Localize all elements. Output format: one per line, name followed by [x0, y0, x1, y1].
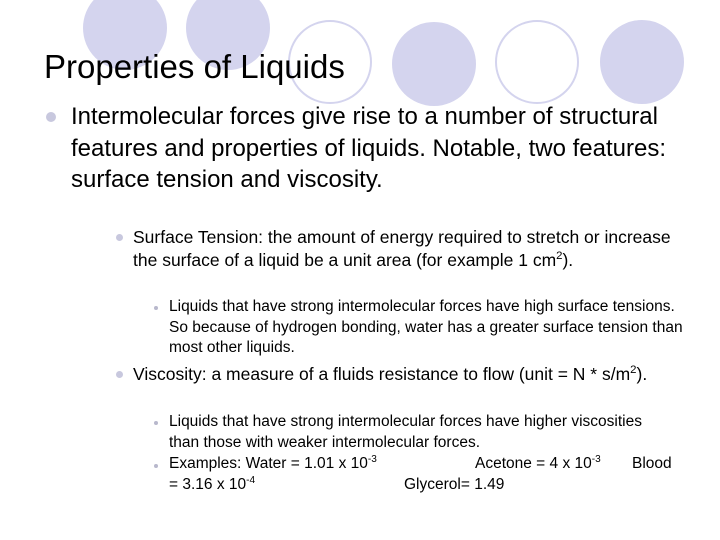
bullet-viscosity-sub1-icon [154, 421, 158, 425]
example-glycerol: Glycerol= 1.49 [404, 476, 505, 493]
example-acetone-exp: -3 [591, 453, 601, 465]
viscosity-end: ). [636, 364, 648, 384]
viscosity-sub1-text: Liquids that have strong intermolecular forces have higher viscosities than those with weaker intermolecular forces. [169, 413, 642, 451]
viscosity-sup: 2 [630, 364, 637, 377]
surface-tension-sup: 2 [556, 250, 563, 263]
bullet-1-text: Intermolecular forces give rise to a number of structural features and properties of liquids. Notable, two features: surface tension and viscosity. [71, 103, 667, 193]
viscosity-text [133, 363, 653, 386]
viscosity-main: Viscosity: a measure of a fluids resistance to flow (unit = N * s/m [133, 364, 631, 384]
decor-circle-4 [392, 22, 476, 106]
example-water-exp: -3 [367, 453, 377, 465]
example-blood: Blood = 3.16 x 10 [169, 455, 672, 493]
bullet-1-icon [46, 112, 56, 122]
bullet-surface-sub-icon [154, 306, 158, 310]
bullet-viscosity-icon [116, 371, 123, 378]
decor-circle-6 [600, 20, 684, 104]
example-blood-exp: -4 [246, 474, 256, 486]
surface-tension-end: ). [562, 250, 574, 270]
example-water: Examples: Water = 1.01 x 10 [169, 455, 368, 472]
surface-tension-main: Surface Tension: the amount of energy required to stretch or increase the surface of a liquid be a unit area (for example 1 cm [133, 227, 671, 270]
surface-tension-text [133, 226, 678, 272]
slide-title: Properties of Liquids [44, 48, 345, 85]
surface-tension-sub-text: Liquids that have strong intermolecular forces have high surface tensions. So because of hydrogen bonding, water has a greater surface tension than most other liquids. [169, 298, 683, 356]
bullet-surface-icon [116, 234, 123, 241]
decor-circle-5 [495, 20, 579, 104]
bullet-viscosity-sub2-icon [154, 464, 158, 468]
example-acetone: Acetone = 4 x 10 [475, 455, 592, 472]
